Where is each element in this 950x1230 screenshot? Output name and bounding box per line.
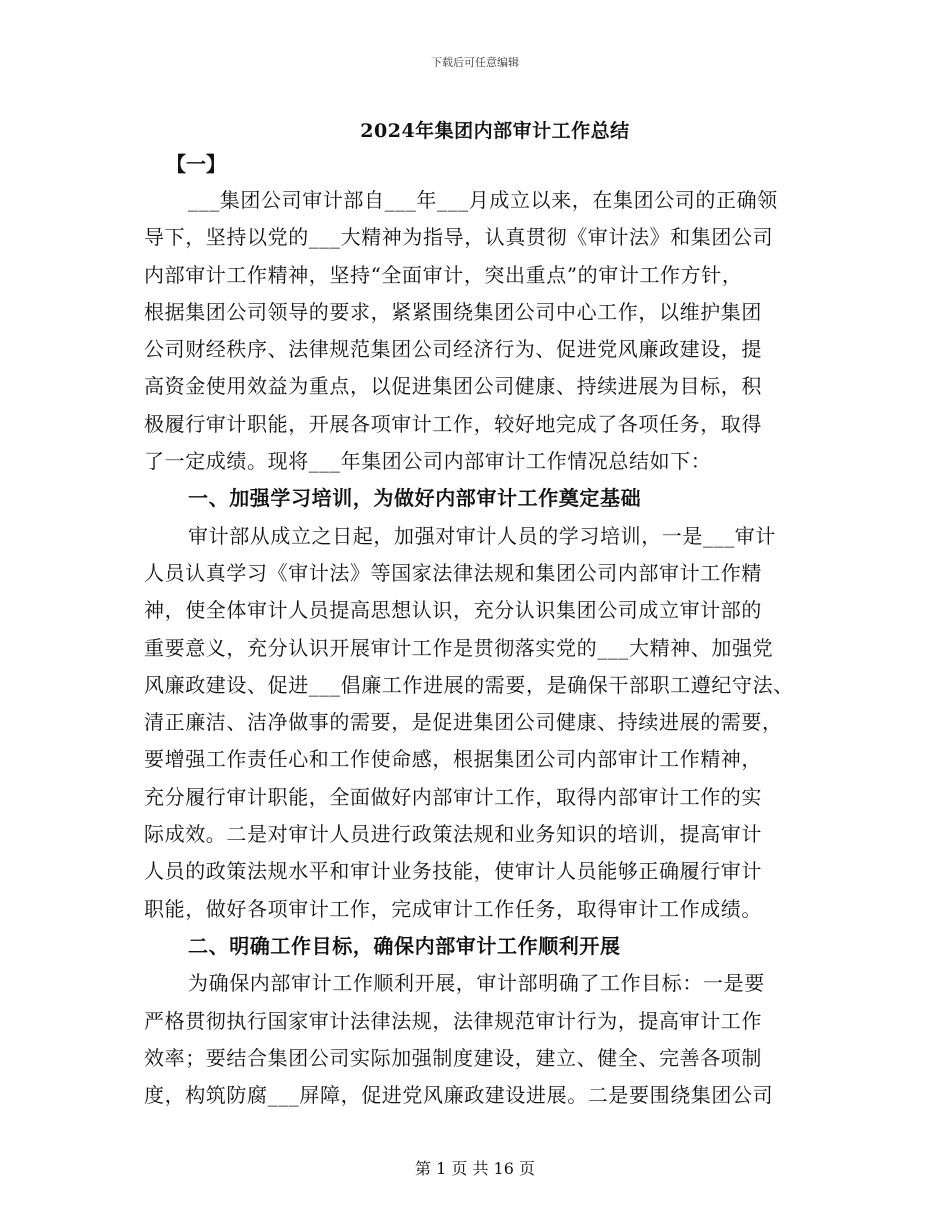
- paragraph-line: 内部审计工作精神，坚持“全面审计，突出重点”的审计工作方针，: [144, 262, 743, 287]
- paragraph-line: 人员认真学习《审计法》等国家法律法规和集团公司内部审计工作精: [144, 560, 762, 585]
- header-note: 下载后可任意编辑: [431, 56, 519, 69]
- paragraph-line: 风廉政建设、促进___倡廉工作进展的需要，是确保干部职工遵纪守法、: [144, 672, 794, 697]
- document-title: 2024年集团内部审计工作总结: [360, 120, 630, 142]
- paragraph-line: 职能，做好各项审计工作，完成审计工作任务，取得审计工作成绩。: [144, 896, 762, 921]
- paragraph-line: 根据集团公司领导的要求，紧紧围绕集团公司中心工作，以维护集团: [144, 299, 762, 324]
- paragraph-line: 了一定成绩。现将___年集团公司内部审计工作情况总结如下：: [144, 449, 712, 474]
- section-heading: 一、加强学习培训，为做好内部审计工作奠定基础: [188, 486, 642, 511]
- document-body: [144, 182, 834, 1114]
- paragraph-line: ___集团公司审计部自___年___月成立以来，在集团公司的正确领: [188, 188, 778, 212]
- paragraph-line: 际成效。二是对审计人员进行政策法规和业务知识的培训，提高审计: [144, 822, 762, 847]
- section-mark: 【一】: [166, 152, 226, 176]
- paragraph-line: 度，构筑防腐___屏障，促进党风廉政建设进展。二是要围绕集团公司: [144, 1083, 774, 1108]
- paragraph-line: 要增强工作责任心和工作使命感，根据集团公司内部审计工作精神，: [144, 747, 762, 772]
- paragraph-line: 神，使全体审计人员提高思想认识，充分认识集团公司成立审计部的: [144, 598, 762, 623]
- paragraph-line: 为确保内部审计工作顺利开展，审计部明确了工作目标：一是要: [188, 971, 765, 996]
- paragraph-line: 高资金使用效益为重点，以促进集团公司健康、持续进展为目标，积: [144, 374, 762, 399]
- section-heading: 二、明确工作目标，确保内部审计工作顺利开展: [188, 933, 621, 958]
- paragraph-line: 重要意义，充分认识开展审计工作是贯彻落实党的___大精神、加强党: [144, 635, 774, 660]
- paragraph-line: 效率；要结合集团公司实际加强制度建设，建立、健全、完善各项制: [144, 1045, 762, 1070]
- paragraph-line: 导下，坚持以党的___大精神为指导，认真贯彻《审计法》和集团公司: [144, 225, 774, 250]
- paragraph-line: 人员的政策法规水平和审计业务技能，使审计人员能够正确履行审计: [144, 859, 762, 884]
- paragraph-line: 极履行审计职能，开展各项审计工作，较好地完成了各项任务，取得: [144, 411, 762, 436]
- page-number-footer: 第 1 页 共 16 页: [415, 1159, 535, 1178]
- paragraph-line: 充分履行审计职能，全面做好内部审计工作，取得内部审计工作的实: [144, 784, 762, 809]
- paragraph-line: 审计部从成立之日起，加强对审计人员的学习培训，一是___审计: [188, 523, 776, 548]
- paragraph-line: 公司财经秩序、法律规范集团公司经济行为、促进党风廉政建设，提: [144, 337, 762, 362]
- paragraph-line: 清正廉洁、洁净做事的需要，是促进集团公司健康、持续进展的需要，: [144, 710, 783, 735]
- paragraph-line: 严格贯彻执行国家审计法律法规，法律规范审计行为，提高审计工作: [144, 1008, 762, 1033]
